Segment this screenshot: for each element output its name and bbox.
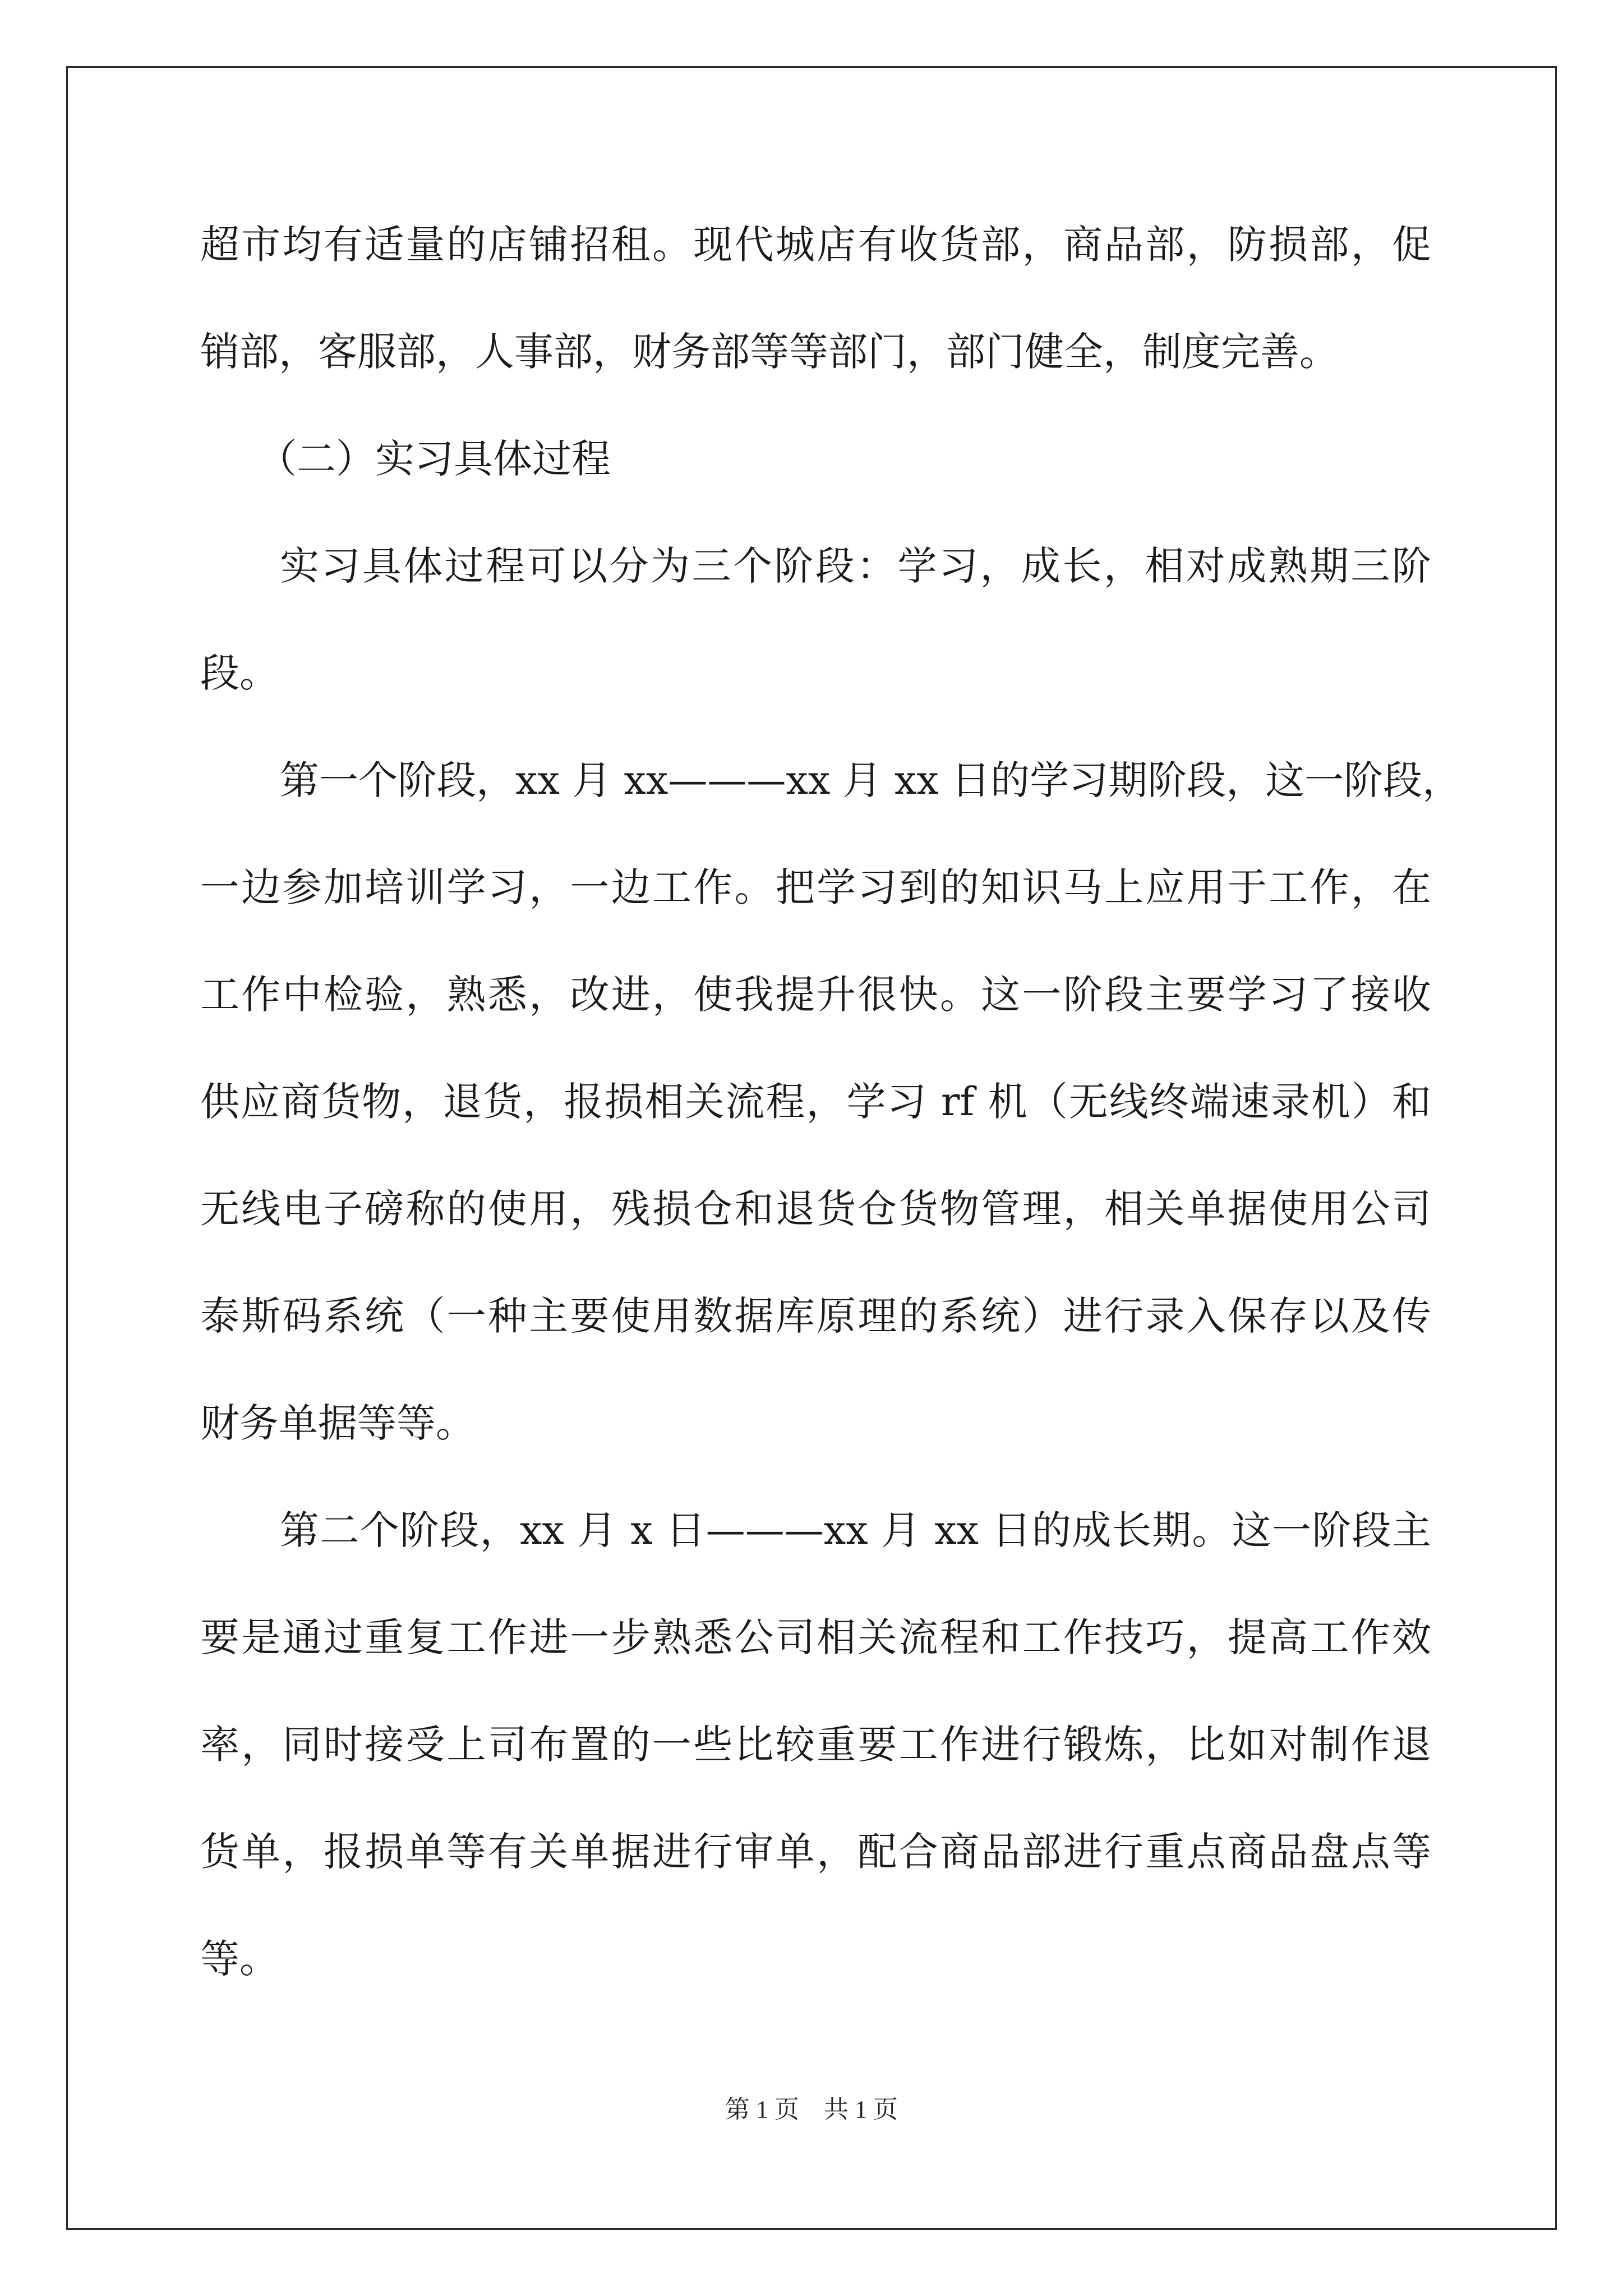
body-line: 要是通过重复工作进一步熟悉公司相关流程和工作技巧，提高工作效 (200, 1614, 1431, 1660)
document-body (200, 217, 1462, 2038)
body-line: 泰斯码系统（一种主要使用数据库原理的系统）进行录入保存以及传 (200, 1293, 1431, 1339)
body-line: 段。 (200, 650, 279, 696)
body-line: 货单，报损单等有关单据进行审单，配合商品部进行重点商品盘点等 (200, 1829, 1431, 1875)
body-line: 超市均有适量的店铺招租。现代城店有收货部，商品部，防损部，促 (200, 222, 1431, 268)
body-line: 销部，客服部，人事部，财务部等等部门，部门健全，制度完善。 (200, 329, 1339, 375)
body-line: 率，同时接受上司布置的一些比较重要工作进行锻炼，比如对制作退 (200, 1722, 1431, 1768)
page-footer: 第 1 页 共 1 页 (725, 2096, 898, 2123)
body-line: 财务单据等等。 (200, 1400, 475, 1446)
body-line: 工作中检验，熟悉，改进，使我提升很快。这一阶段主要学习了接收 (200, 972, 1431, 1018)
paragraph-first-line: 第一个阶段，xx 月 xx———xx 月 xx 日的学习期阶段，这一阶段， (280, 757, 1462, 803)
body-line: 等。 (200, 1936, 279, 1982)
paragraph-first-line: 实习具体过程可以分为三个阶段：学习，成长，相对成熟期三阶 (280, 543, 1431, 589)
body-line: 一边参加培训学习，一边工作。把学习到的知识马上应用于工作，在 (200, 864, 1431, 910)
paragraph-first-line: 第二个阶段，xx 月 x 日———xx 月 xx 日的成长期。这一阶段主 (280, 1507, 1431, 1553)
body-line: 无线电子磅称的使用，残损仓和退货仓货物管理，相关单据使用公司 (200, 1186, 1431, 1232)
section-heading: （二）实习具体过程 (257, 436, 611, 482)
body-line: 供应商货物，退货，报损相关流程，学习 rf 机（无线终端速录机）和 (200, 1079, 1431, 1125)
